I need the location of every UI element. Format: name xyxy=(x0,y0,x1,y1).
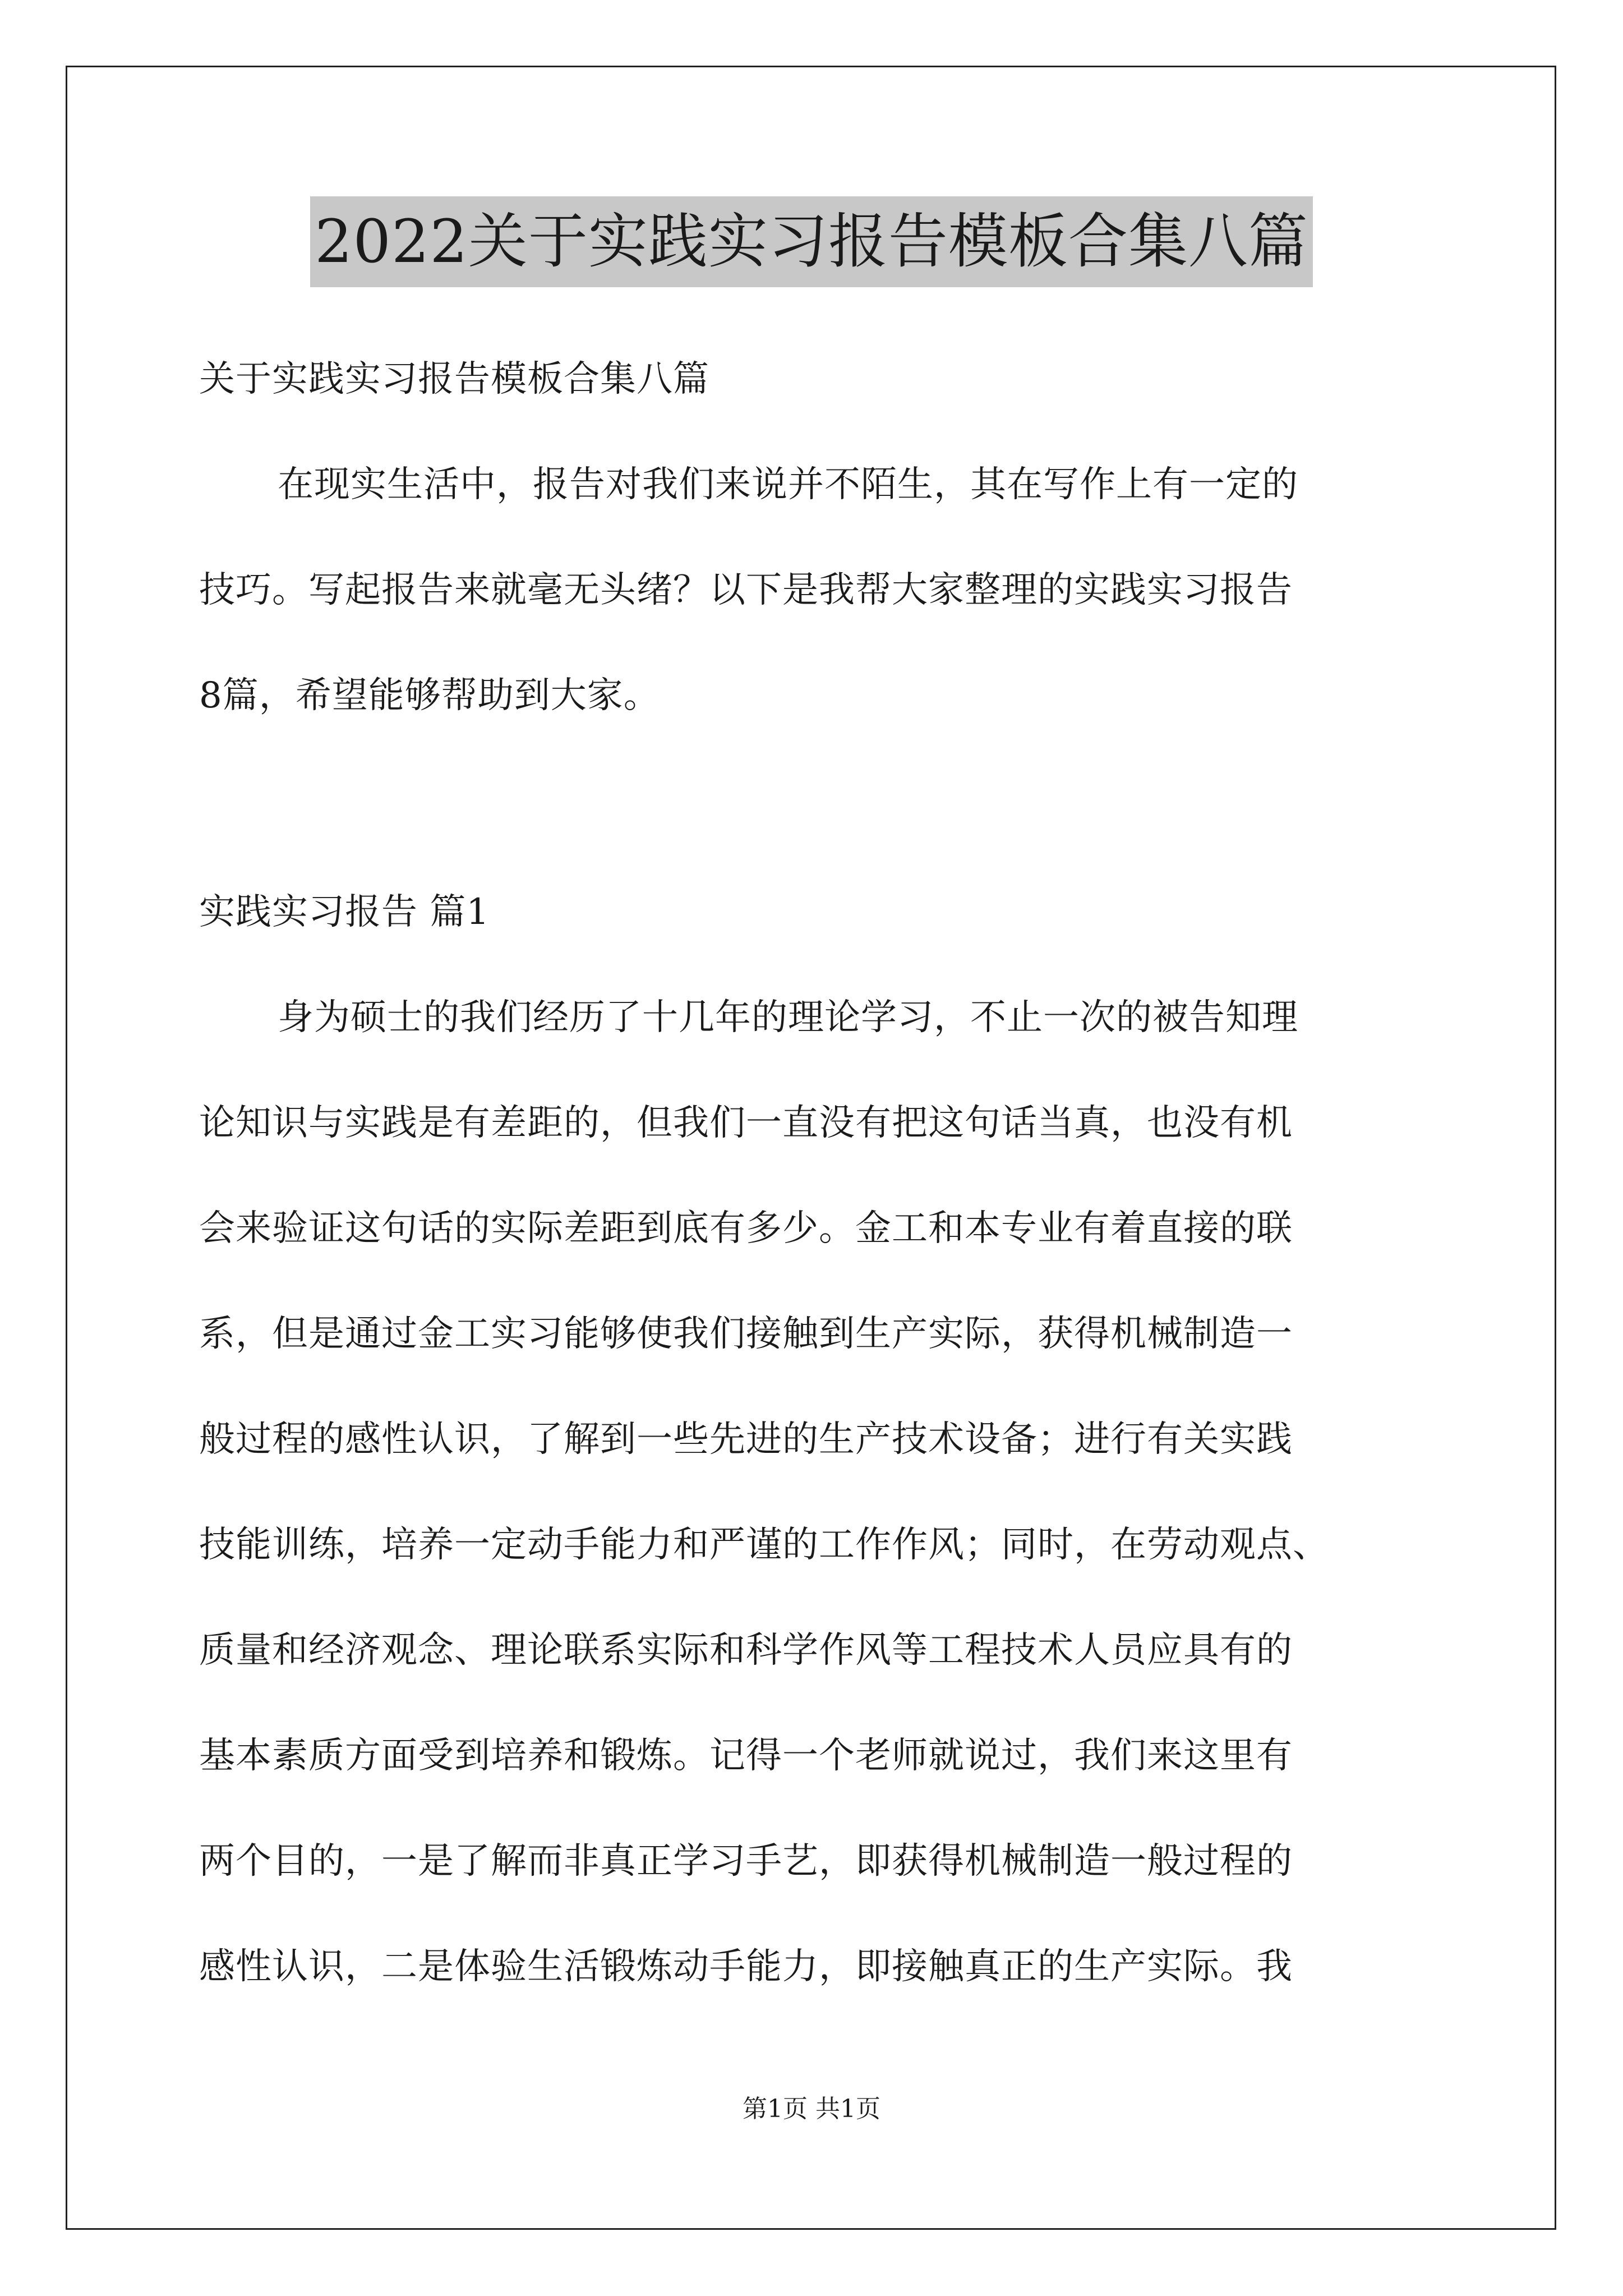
section-line: 感性认识，二是体验生活锻炼动手能力，即接触真正的生产实际。我 xyxy=(199,1946,1293,1987)
section-line: 技能训练，培养一定动手能力和严谨的工作作风；同时，在劳动观点、 xyxy=(199,1524,1329,1566)
intro-line: 在现实生活中，报告对我们来说并不陌生，其在写作上有一定的 xyxy=(278,464,1298,505)
document-subtitle: 关于实践实习报告模板合集八篇 xyxy=(199,358,709,400)
section-heading: 实践实习报告 篇1 xyxy=(199,891,490,933)
section-line: 论知识与实践是有差距的，但我们一直没有把这句话当真，也没有机 xyxy=(199,1102,1293,1144)
section-line: 两个目的，一是了解而非真正学习手艺，即获得机械制造一般过程的 xyxy=(199,1841,1293,1882)
section-line: 基本素质方面受到培养和锻炼。记得一个老师就说过，我们来这里有 xyxy=(199,1735,1293,1777)
intro-line: 8篇，希望能够帮助到大家。 xyxy=(199,675,660,716)
section-line: 会来验证这句话的实际差距到底有多少。金工和本专业有着直接的联 xyxy=(199,1208,1293,1249)
document-title: 2022关于实践实习报告模板合集八篇 xyxy=(310,196,1313,287)
title-container xyxy=(0,196,1623,287)
section-line: 质量和经济观念、理论联系实际和科学作风等工程技术人员应具有的 xyxy=(199,1630,1293,1671)
intro-line: 技巧。写起报告来就毫无头绪？以下是我帮大家整理的实践实习报告 xyxy=(199,569,1293,611)
section-line: 身为硕士的我们经历了十几年的理论学习，不止一次的被告知理 xyxy=(278,997,1298,1038)
section-line: 般过程的感性认识，了解到一些先进的生产技术设备；进行有关实践 xyxy=(199,1419,1293,1460)
page-footer: 第1页 共1页 xyxy=(743,2095,880,2123)
section-line: 系，但是通过金工实习能够使我们接触到生产实际，获得机械制造一 xyxy=(199,1313,1293,1355)
